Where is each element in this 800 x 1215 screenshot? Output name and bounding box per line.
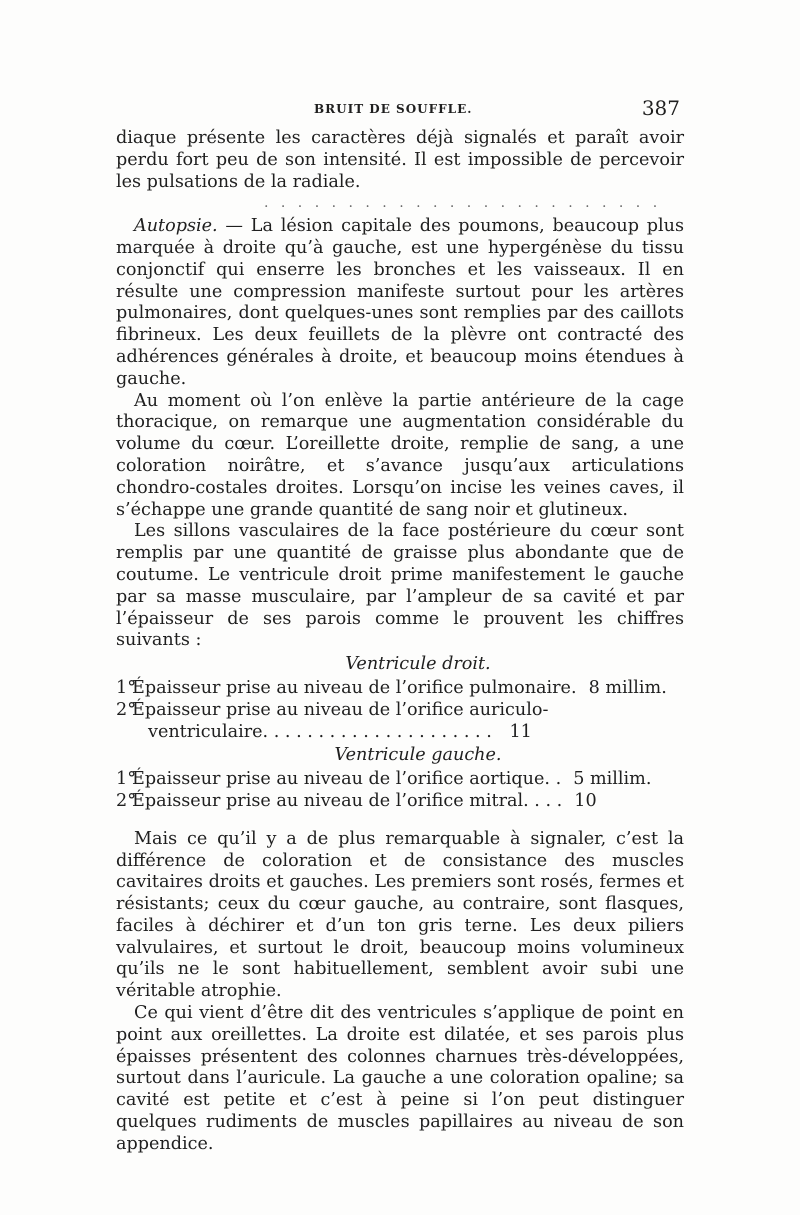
intro-paragraph: diaque présente les caractères déjà signalés et paraît avoir perdu fort peu de son intensité. Il est impossible de percevoir les pulsations de la radiale. — [116, 128, 684, 192]
measurement-row — [116, 769, 684, 791]
left-ventricle-title: Ventricule gauche. — [334, 745, 502, 766]
measurement-number: 1° — [116, 769, 136, 790]
measurement-text: Épaisseur prise au niveau de l’orifice auriculo- — [132, 699, 549, 720]
measurement-row — [116, 791, 684, 813]
spacer — [116, 813, 684, 829]
measurement-number: 2° — [116, 699, 136, 720]
page-number: 387 — [641, 96, 680, 120]
measurement-text: Épaisseur prise au niveau de l’orifice pulmonaire. — [132, 677, 577, 698]
coloration-paragraph: Mais ce qu’il y a de plus remarquable à signaler, c’est la différence de coloration et de consistance des muscles cavitaires droits et gauches. Les premiers sont rosés, fermes et résistants; ceux du cœur gauche, au contraire, sont flasques, faciles à déchirer et d’un ton gris terne. Les deux piliers valvulaires, et surtout le droit, beaucoup moins volumineux qu’ils ne le sont habituellement, semblent avoir subi une véritable atrophie. — [116, 828, 684, 1002]
measurement-continuation — [116, 722, 684, 744]
measurement-value: 8 millim. — [588, 677, 667, 698]
body-text — [116, 128, 684, 1156]
heart-volume-paragraph: Au moment où l’on enlève la partie antérieure de la cage thoracique, on remarque une augmentation considérable du volume du cœur. L’oreillette droite, remplie de sang, a une coloration noirâtre, et s’avance jusqu’aux articulations chondro-costales droites. Lorsqu’on incise les veines caves, il s’échappe une grande quantité de sang noir et glutineux. — [116, 390, 684, 520]
measurement-number: 1° — [116, 677, 136, 698]
measurement-continuation-text: ventriculaire. . . . . . . . . . . . . . . . . . . . . — [148, 721, 492, 742]
autopsy-paragraph — [116, 216, 684, 390]
right-ventricle-measurements — [116, 678, 684, 743]
measurement-row — [116, 678, 684, 700]
measurement-text: Épaisseur prise au niveau de l’orifice mitral. . . . — [132, 790, 563, 811]
left-ventricle-measurements — [116, 769, 684, 813]
atria-paragraph: Ce qui vient d’être dit des ventricules s’applique de point en point aux oreillettes. La droite est dilatée, et ses parois plus épaisses présentent des colonnes charnues très-développées, surtout dans l’auricule. La gauche a une coloration opaline; sa cavité est petite et c’est à peine si l’on peut distinguer quelques rudiments de muscles papillaires au niveau de son appendice. — [116, 1003, 684, 1154]
measurement-value: 10 — [574, 790, 597, 811]
autopsy-text: La lésion capitale des poumons, beaucoup plus marquée à droite qu’à gauche, est une hypergénèse du tissu conjonctif qui enserre les bronches et les vaisseaux. Il en résulte une compression manifeste surtout pour les artères pulmonaires, dont quelques-unes sont remplies par des caillots fibrineux. Les deux feuillets de la plèvre ont contracté des adhérences générales à droite, et beaucoup moins étendues à gauche. — [116, 216, 685, 389]
page-header — [118, 96, 680, 126]
measurement-text: Épaisseur prise au niveau de l’orifice aortique. . — [132, 769, 562, 790]
autopsy-label: Autopsie. — [134, 216, 218, 237]
measurement-number: 2° — [116, 790, 136, 811]
measurement-value: 5 millim. — [573, 769, 652, 790]
vascular-grooves-paragraph: Les sillons vasculaires de la face postérieure du cœur sont remplis par une quantité de graisse plus abondante que de coutume. Le ventricule droit prime manifestement le gauche par sa masse musculaire, par l’ampleur de sa cavité et par l’épaisseur de ses parois comme le prouvent les chiffres suivants : — [116, 521, 684, 651]
ellipsis-separator: . . . . . . . . . . . . . . . . . . . . . . . . — [264, 195, 662, 212]
running-title: BRUIT DE SOUFFLE. — [314, 102, 473, 116]
measurement-value: 11 — [509, 721, 532, 742]
autopsy-dash: — — [217, 216, 251, 237]
measurement-row — [116, 700, 684, 722]
right-ventricle-title: Ventricule droit. — [345, 654, 491, 675]
